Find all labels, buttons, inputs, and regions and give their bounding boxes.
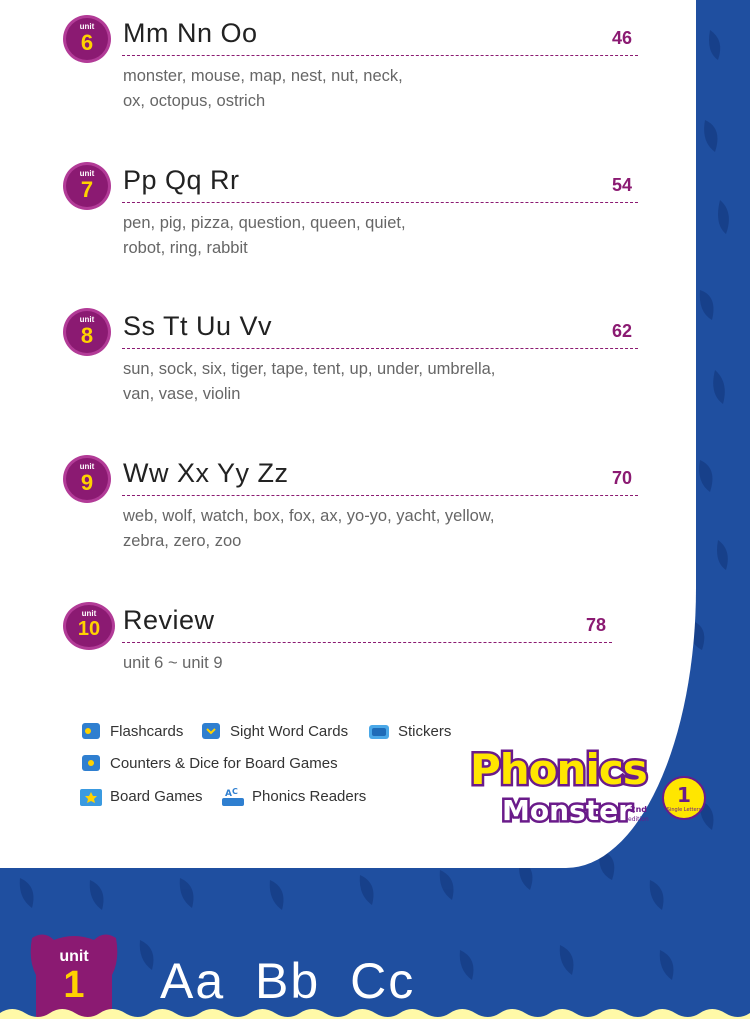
unit-badge-label: unit <box>79 169 95 178</box>
legend-label: Sight Word Cards <box>230 723 349 740</box>
phonics-monster-logo <box>458 740 708 835</box>
logo-edition-word: edition <box>628 816 649 823</box>
unit-badge-label: unit <box>79 315 95 324</box>
yellow-wave-border <box>0 1005 750 1019</box>
legend-label: Flashcards <box>110 723 184 740</box>
unit-badge-number: 7 <box>80 177 94 202</box>
unit-vocabulary <box>123 651 563 676</box>
vocabulary-line: pen, pig, pizza, question, queen, quiet, <box>123 214 406 232</box>
page-number: 70 <box>611 468 632 488</box>
vocabulary-line: van, vase, violin <box>123 385 241 403</box>
unit-badge-label: unit <box>79 462 95 471</box>
vocabulary-line: sun, sock, six, tiger, tape, tent, up, under, umbrella, <box>123 360 496 378</box>
unit-badge <box>66 311 108 353</box>
legend-label: Counters & Dice for Board Games <box>110 755 338 772</box>
hand-dice-icon <box>78 753 104 775</box>
unit-badge <box>66 605 112 647</box>
dashed-divider <box>122 495 638 496</box>
legend-stickers <box>366 720 451 744</box>
unit-vocabulary <box>123 504 563 554</box>
dashed-divider <box>122 642 612 643</box>
bottom-unit-number: 1 <box>63 964 85 1006</box>
page-number: 54 <box>611 175 632 195</box>
legend-label: Stickers <box>398 723 452 740</box>
vocabulary-line: monster, mouse, map, nest, nut, neck, <box>123 67 403 85</box>
unit-title: Mm Nn Oo <box>123 18 258 48</box>
legend-sight-word-cards <box>198 720 348 744</box>
unit-badge <box>66 458 108 500</box>
abc-book-icon <box>220 786 246 808</box>
vocabulary-line: ox, octopus, ostrich <box>123 92 266 110</box>
vocabulary-line: web, wolf, watch, box, fox, ax, yo-yo, yacht, yellow, <box>123 507 495 525</box>
vocabulary-line: robot, ring, rabbit <box>123 239 248 257</box>
vocabulary-line: zebra, zero, zoo <box>123 532 242 550</box>
legend-counters-dice <box>78 752 338 776</box>
unit-badge-label: unit <box>79 22 95 31</box>
legend-label: Board Games <box>110 788 203 805</box>
unit-badge-number: 6 <box>80 30 94 55</box>
svg-text:A: A <box>225 789 232 800</box>
logo-word-phonics: Phonics <box>470 745 647 794</box>
hand-card-icon <box>78 721 104 743</box>
unit-title: Review <box>123 605 215 635</box>
unit-badge-number: 10 <box>77 618 101 640</box>
dashed-divider <box>122 348 638 349</box>
hand-card-icon <box>198 721 224 743</box>
hand-sticker-icon <box>366 721 392 743</box>
unit-badge-number: 9 <box>80 470 94 495</box>
unit-vocabulary <box>123 211 563 261</box>
board-game-icon <box>78 786 104 808</box>
unit-title: Ss Tt Uu Vv <box>123 311 273 341</box>
legend-board-games <box>78 785 203 809</box>
unit-vocabulary <box>123 64 563 114</box>
level-caption: Single Letters <box>666 807 702 813</box>
unit-badge <box>66 18 108 60</box>
unit-title: Ww Xx Yy Zz <box>123 458 289 488</box>
bottom-letters: Aa Bb Cc <box>160 953 416 1009</box>
dashed-divider <box>122 202 638 203</box>
legend-label: Phonics Readers <box>252 788 367 805</box>
unit-vocabulary <box>123 357 563 407</box>
logo-edition: 2nd <box>630 805 647 814</box>
dashed-divider <box>122 55 638 56</box>
legend-phonics-readers <box>220 785 366 809</box>
page-number: 46 <box>611 28 632 48</box>
unit-badge-label: unit <box>81 609 97 618</box>
svg-text:C: C <box>232 787 238 797</box>
unit-badge-number: 8 <box>80 323 94 348</box>
vocabulary-line: unit 6 ~ unit 9 <box>123 654 223 672</box>
page-number: 62 <box>611 321 632 341</box>
page-number: 78 <box>585 615 606 635</box>
bottom-unit-label: unit <box>59 948 89 965</box>
legend-flashcards <box>78 720 183 744</box>
logo-word-monster: Monster <box>502 794 632 827</box>
unit-title: Pp Qq Rr <box>123 165 240 195</box>
unit-badge <box>66 165 108 207</box>
level-number: 1 <box>677 783 691 807</box>
